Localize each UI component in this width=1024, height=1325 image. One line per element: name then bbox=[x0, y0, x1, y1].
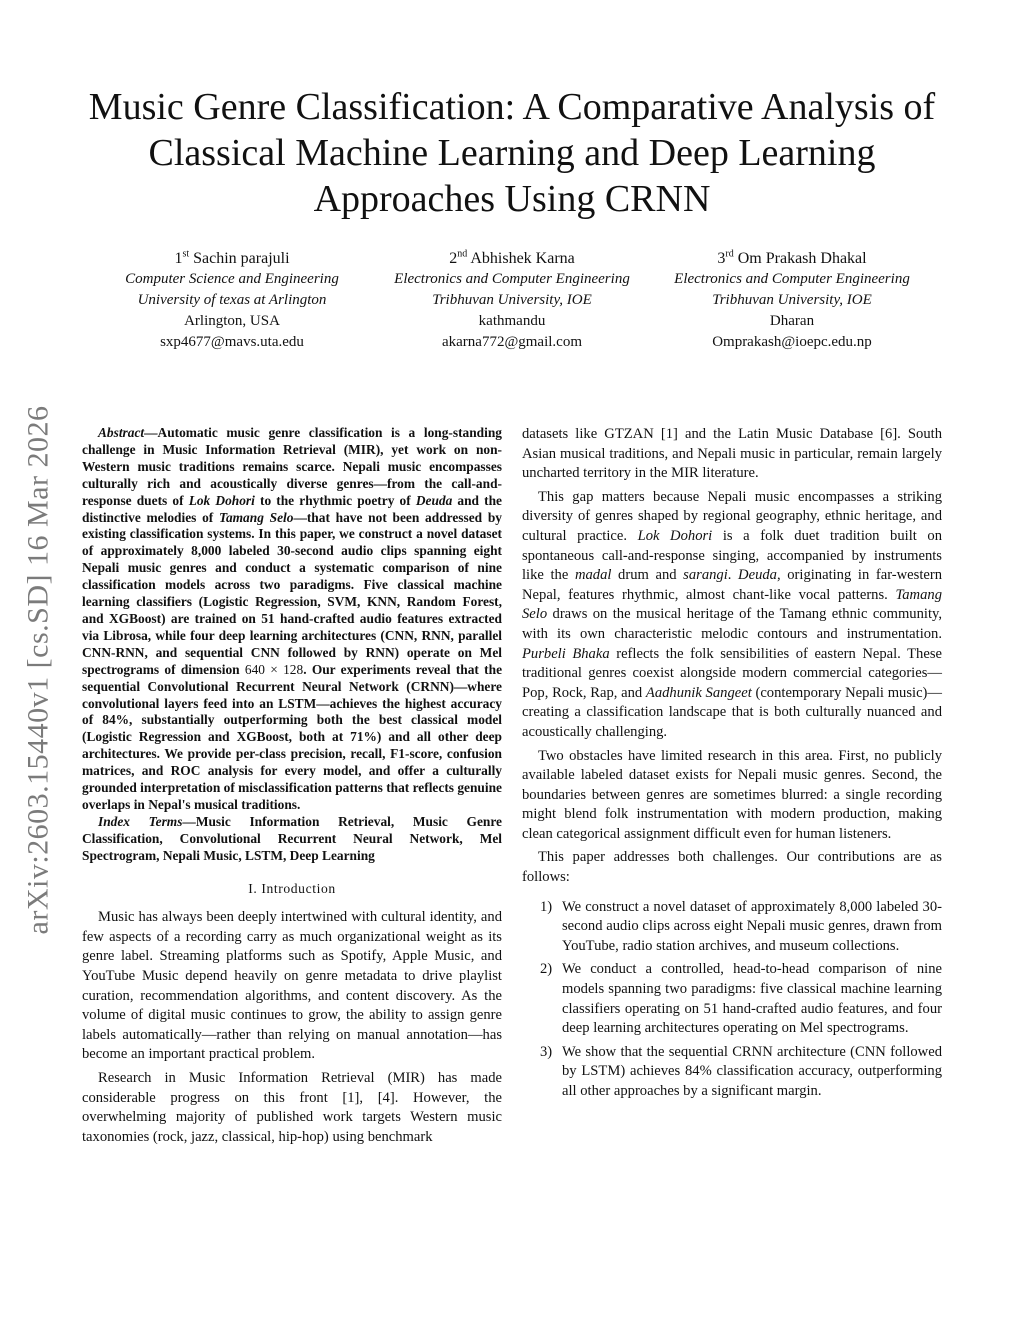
contribution-item bbox=[522, 960, 942, 1038]
right-p1-text-e: , originating in far-western Nepal, features rhythmic, almost chant-like vocal patterns. bbox=[522, 567, 943, 603]
author-2 bbox=[372, 248, 652, 353]
author-3-name: Om Prakash Dhakal bbox=[737, 250, 867, 267]
author-2-email: akarna772@gmail.com bbox=[441, 334, 583, 350]
author-3-ordinal-suffix: rd bbox=[725, 248, 734, 260]
right-p1-text-d: . bbox=[727, 567, 739, 584]
right-paragraph-3: This paper addresses both challenges. Our contributions are as follows: bbox=[522, 849, 942, 886]
paper-title: Music Genre Classification: A Comparative Analysis of Classical Machine Learning and Deep Learning Approaches Using CRNN bbox=[88, 86, 936, 220]
section-heading-introduction: I. Introduction bbox=[248, 880, 336, 896]
author-2-dept: Electronics and Computer Engineering bbox=[394, 271, 630, 287]
abstract-text-1: —Automatic music genre classification is a long-standing challenge in Music Information Retrieval (MIR), yet work on non-Western music traditions remains scarce. Nepali music encompasses culturally rich and acoustically diverse genres—from the call-and-response duets of bbox=[82, 425, 502, 508]
contribution-number: 3) bbox=[540, 1043, 553, 1060]
left-column bbox=[82, 425, 502, 1151]
right-paragraph-1 bbox=[522, 488, 942, 743]
abstract-text-5: . Our experiments reveal that the sequential Convolutional Recurrent Neural Network (CRNN)—where convolutional layers feed into an LSTM—achieves the highest accuracy of 84%, substantially outperforming both the best classical model (Logistic Regression and XGBoost, both at 71%) and all other deep architectures. We provide per-class precision, recall, F1-score, confusion matrices, and ROC analysis for every model, and offer a culturally grounded interpretation of misclassification patterns that reflects genuine overlaps in Nepal's musical traditions. bbox=[82, 661, 503, 812]
author-2-ordinal-suffix: nd bbox=[457, 248, 468, 260]
genre-lok-dohori: Lok Dohori bbox=[637, 527, 713, 544]
genre-deuda: Deuda bbox=[738, 567, 777, 584]
author-1-location: Arlington, USA bbox=[184, 313, 280, 329]
arxiv-id-text: arXiv:2603.15440v1 [cs.SD] 16 Mar 2026 bbox=[21, 405, 55, 935]
author-3-email: Omprakash@ioepc.edu.np bbox=[712, 334, 872, 350]
author-2-location: kathmandu bbox=[478, 313, 546, 329]
contribution-item bbox=[522, 898, 942, 957]
author-1-dept: Computer Science and Engineering bbox=[125, 271, 339, 287]
genre-tamang-selo: Tamang Selo bbox=[522, 586, 942, 623]
author-1-ordinal-suffix: st bbox=[182, 248, 190, 260]
abstract-text-4: —that have not been addressed by existing classification systems. In this paper, we construct a novel dataset of approximately 8,000 labeled 30-second audio clips spanning eight Nepali music genres and conduct a systematic comparison of nine classification models across two paradigms. Five classical machine learning classifiers (Logistic Regression, SVM, KNN, Random Forest, and XGBoost) are trained on 51 hand-crafted audio features extracted via Librosa, while four deep learning architectures (CNN, RNN, parallel CNN-RNN, and sequential CNN followed by RNN) operate on Mel spectrograms of dimension bbox=[82, 509, 502, 677]
genre-purbeli-bhaka: Purbeli Bhaka bbox=[522, 645, 610, 662]
abstract-text-2: to the rhythmic poetry of bbox=[254, 492, 416, 508]
right-paragraph-2: Two obstacles have limited research in this area. First, no publicly available labeled dataset exists for Nepali music genres. Second, the boundaries between genres are sometimes blurred: a single recording might blend folk instrumentation with modern production, making clean categorical assignment difficult even for human listeners. bbox=[522, 747, 942, 842]
genre-aadhunik-sangeet: Aadhunik Sangeet bbox=[645, 684, 752, 701]
abstract-text-3: and the distinctive melodies of bbox=[82, 492, 502, 525]
contribution-text: We conduct a controlled, head-to-head comparison of nine models spanning two paradigms: five classical machine learning classifiers operating on 51 hand-crafted audio features, and four deep learning architectures operating on Mel spectrograms. bbox=[562, 961, 942, 1037]
author-1-institution: University of texas at Arlington bbox=[137, 292, 327, 308]
abstract-math-dimension: 640 × 128 bbox=[244, 661, 304, 677]
author-3 bbox=[652, 248, 932, 353]
intro-paragraph-1: Music has always been deeply intertwined with cultural identity, and few aspects of a recording carry as much organizational weight as its genre label. Streaming platforms such as Spotify, Apple Music, and YouTube Music depend heavily on genre metadata to drive playlist curation, recommendation algorithms, and content discovery. As the volume of digital music continues to grow, the ability to assign genre labels automatically—rather than relying on manual annotation—has become an important practical problem. bbox=[82, 909, 502, 1063]
right-p1-text-g: reflects the folk sensibilities of eastern Nepal. These traditional genres coexist alongside modern commercial categories—Pop, Rock, Rap, and bbox=[522, 645, 942, 701]
author-3-ordinal: 3 bbox=[717, 250, 726, 267]
author-2-ordinal: 2 bbox=[449, 250, 458, 267]
index-terms-text: —Music Information Retrieval, Music Genre Classification, Convolutional Recurrent Neural Network, Mel Spectrogram, Nepali Music, LSTM, Deep Learning bbox=[82, 813, 502, 863]
abstract bbox=[82, 425, 502, 814]
contribution-text: We construct a novel dataset of approximately 8,000 labeled 30-second audio clips across eight Nepali music genres, drawn from YouTube, radio station archives, and museum collections. bbox=[562, 898, 942, 954]
right-p1-text-a: This gap matters because Nepali music encompasses a striking diversity of genres shaped by regional geography, ethnic heritage, and cultural practice. bbox=[522, 488, 942, 544]
author-3-dept: Electronics and Computer Engineering bbox=[674, 271, 910, 287]
right-p1-text-h: (contemporary Nepali music)—creating a classification landscape that is both culturally nuanced and acoustically challenging. bbox=[522, 684, 943, 740]
instrument-madal: madal bbox=[574, 567, 612, 584]
abstract-genre-tamang-selo: Tamang Selo bbox=[219, 509, 294, 525]
author-1 bbox=[92, 248, 372, 353]
right-p1-text-c: drum and bbox=[611, 567, 684, 584]
right-column bbox=[522, 425, 942, 1106]
arxiv-identifier-stamp bbox=[14, 370, 62, 970]
author-1-ordinal: 1 bbox=[174, 250, 183, 267]
contribution-number: 2) bbox=[540, 961, 553, 978]
right-p1-text-b: is a folk duet tradition built on spontaneous call-and-response singing, accompanied by instruments like the bbox=[522, 527, 943, 584]
author-3-location: Dharan bbox=[769, 313, 815, 329]
author-1-name: Sachin parajuli bbox=[193, 250, 290, 267]
contribution-text: We show that the sequential CRNN architecture (CNN followed by LSTM) achieves 84% classification accuracy, outperforming all other approaches by a significant margin. bbox=[562, 1043, 942, 1099]
author-1-email: sxp4677@mavs.uta.edu bbox=[160, 334, 304, 350]
instrument-sarangi: sarangi bbox=[683, 567, 728, 584]
contributions-list bbox=[522, 898, 942, 1102]
right-p1-text-f: draws on the musical heritage of the Tamang ethnic community, with its own characteristic melodic contours and instrumentation. bbox=[522, 606, 942, 642]
abstract-genre-deuda: Deuda bbox=[415, 492, 453, 508]
contribution-number: 1) bbox=[540, 898, 553, 915]
author-block bbox=[92, 248, 932, 353]
contribution-item bbox=[522, 1043, 942, 1102]
abstract-genre-lok-dohori: Lok Dohori bbox=[188, 492, 255, 508]
index-terms-label: Index Terms bbox=[98, 813, 183, 829]
right-paragraph-0: datasets like GTZAN [1] and the Latin Music Database [6]. South Asian musical traditions, and Nepali music in particular, remain largely uncharted territory in the MIR literature. bbox=[522, 426, 942, 482]
author-2-name: Abhishek Karna bbox=[470, 250, 575, 267]
author-3-institution: Tribhuvan University, IOE bbox=[712, 292, 872, 308]
index-terms bbox=[82, 814, 502, 865]
author-2-institution: Tribhuvan University, IOE bbox=[432, 292, 592, 308]
abstract-label: Abstract bbox=[98, 425, 145, 440]
intro-paragraph-2: Research in Music Information Retrieval (MIR) has made considerable progress on this front [1], [4]. However, the overwhelming majority of published work targets Western music taxonomies (rock, jazz, classical, hip-hop) using benchmark bbox=[82, 1069, 502, 1145]
